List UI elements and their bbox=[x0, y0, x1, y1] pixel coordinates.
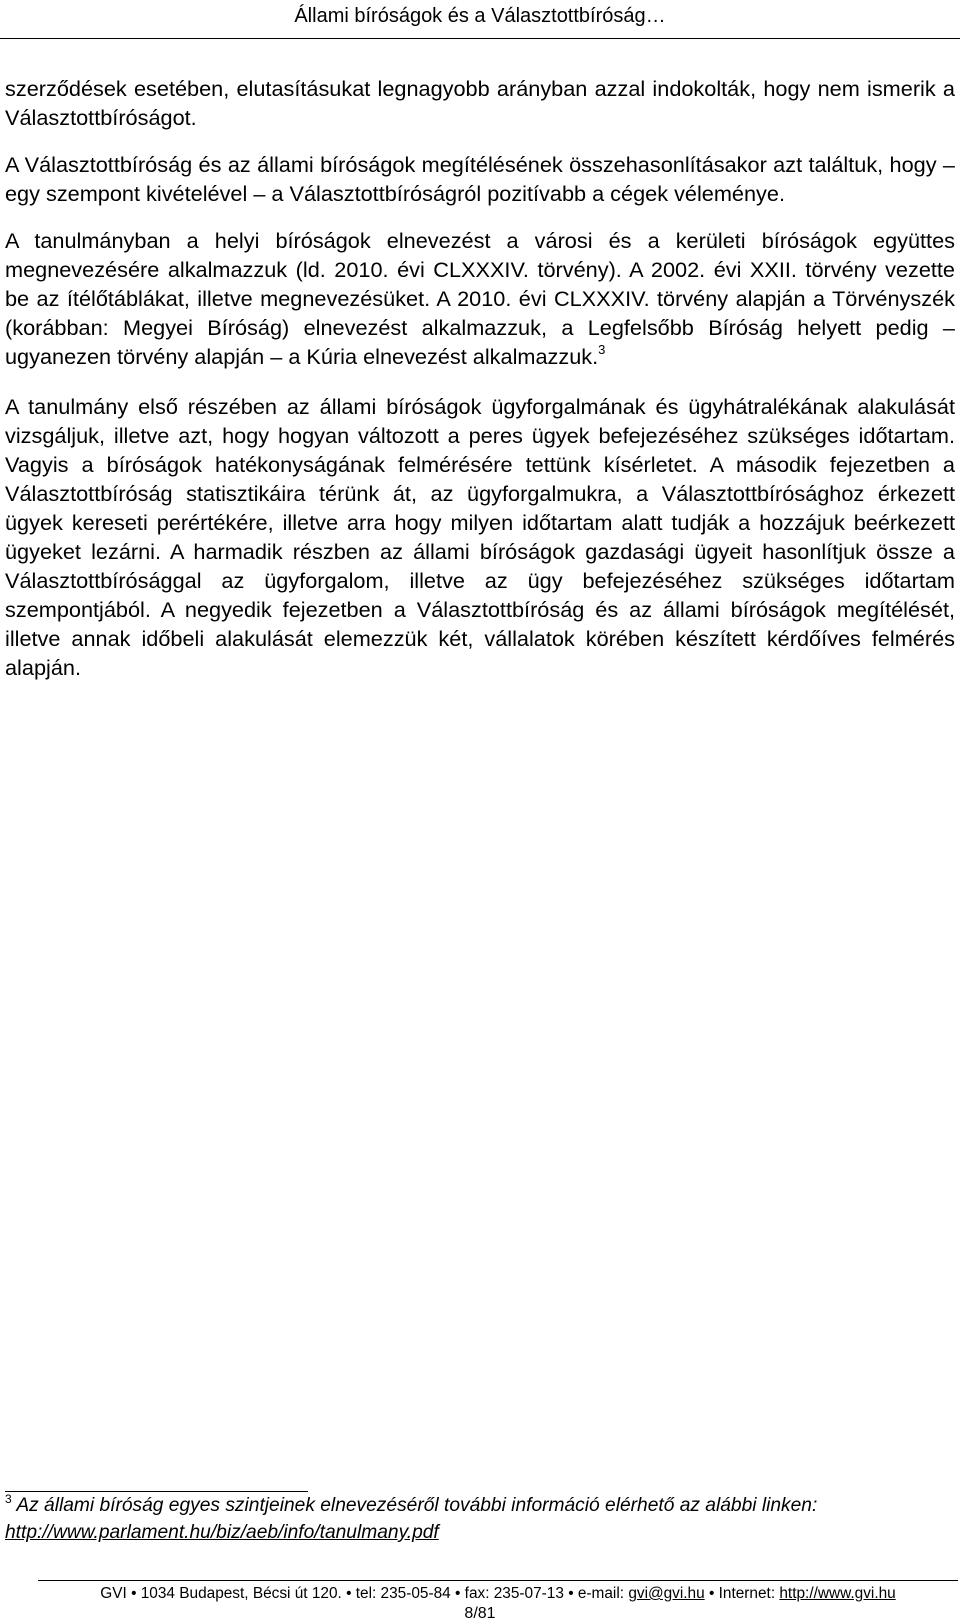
document-body bbox=[5, 74, 955, 700]
header-divider bbox=[0, 38, 960, 39]
footnote bbox=[5, 1493, 955, 1546]
paragraph-4: A tanulmány első részében az állami bíróságok ügyforgalmának és ügyhátralékának alakulását vizsgáljuk, illetve azt, hogy hogyan változott a peres ügyek befejezéséhez szükséges időtartam. Vagyis a bíróságok hatékonyságának felmérésére tettünk kísérletet. A második fejezetben a Választottbíróság statisztikáira térünk át, az ügyforgalmukra, a Választottbírósághoz érkezett ügyek kereseti perértékére, illetve arra hogy milyen időtartam alatt tudják a hozzájuk beérkezett ügyeket lezárni. A harmadik részben az állami bíróságok gazdasági ügyeit hasonlítjuk össze a Választottbírósággal az ügyforgalom, illetve az ügy befejezéséhez szükséges időtartam szempontjából. A negyedik fejezetben a Választottbíróság és az állami bíróságok megítélését, illetve annak időbeli alakulását elemezzük két, vállalatok körében készített kérdőíves felmérés alapján. bbox=[5, 394, 955, 680]
footer-internet-label: • Internet: bbox=[704, 1585, 780, 1602]
footer-website-link[interactable]: http://www.gvi.hu bbox=[779, 1585, 896, 1602]
page-number: 8/81 bbox=[464, 1605, 496, 1622]
footer-email-link[interactable]: gvi@gvi.hu bbox=[628, 1585, 705, 1602]
footnote-number: 3 bbox=[5, 1492, 12, 1506]
footnote-text: Az állami bíróság egyes szintjeinek elnevezéséről további információ elérhető az alábbi linken: bbox=[16, 1495, 818, 1516]
paragraph-2: A Választottbíróság és az állami bíróságok megítélésének összehasonlításakor azt találtuk, hogy – egy szempont kivételével – a Választottbíróságról pozitívabb a cégek véleménye. bbox=[5, 152, 955, 206]
paragraph-1: szerződések esetében, elutasításukat legnagyobb arányban azzal indokolták, hogy nem ismerik a Választottbíróságot. bbox=[5, 76, 955, 130]
footnote-reference[interactable]: 3 bbox=[598, 342, 606, 357]
paragraph-3-text: A tanulmányban a helyi bíróságok elnevezést a városi és a kerületi bíróságok együttes megnevezésére alkalmazzuk (ld. 2010. évi CLXXXIV. törvény). A 2002. évi XXII. törvény vezette be az ítélőtáblákat, illetve megnevezésüket. A 2010. évi CLXXXIV. törvény alapján a Törvényszék (korábban: Megyei Bíróság) elnevezést alkalmazzuk, a Legfelsőbb Bíróság helyett pedig – ugyanezen törvény alapján – a Kúria elnevezést alkalmazzuk. bbox=[5, 228, 955, 369]
footer-contact: GVI • 1034 Budapest, Bécsi út 120. • tel: 235-05-84 • fax: 235-07-13 • e-mail: bbox=[100, 1585, 629, 1602]
page-footer bbox=[38, 1584, 958, 1604]
footnote-link[interactable]: http://www.parlament.hu/biz/aeb/info/tanulmany.pdf bbox=[5, 1522, 439, 1543]
footnote-divider bbox=[5, 1491, 308, 1492]
running-header: Állami bíróságok és a Választottbíróság… bbox=[294, 5, 666, 27]
footer-divider bbox=[38, 1580, 958, 1581]
paragraph-3 bbox=[5, 226, 955, 374]
